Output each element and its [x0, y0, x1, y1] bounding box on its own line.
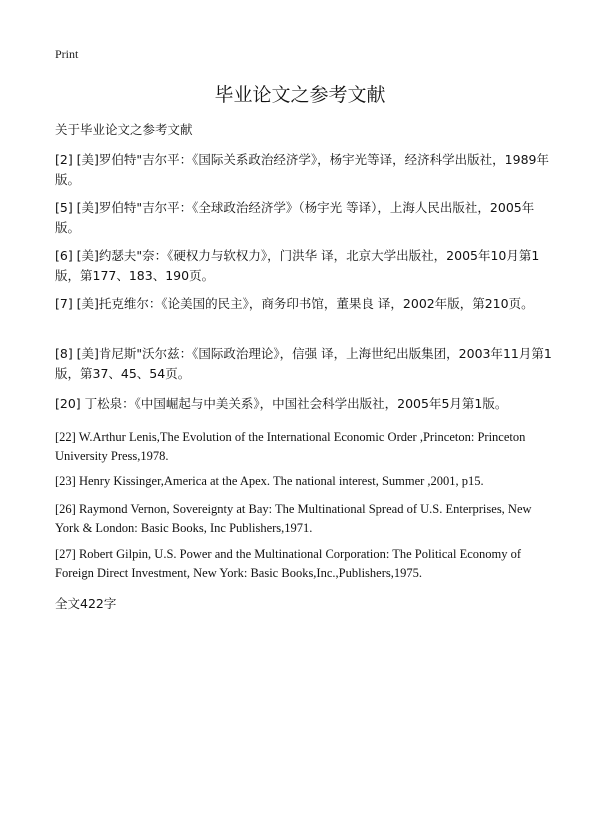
print-link[interactable]: Print	[55, 47, 79, 61]
reference-item: [7] [美]托克维尔：《论美国的民主》，商务印书馆，董果良 译，2002年版，第210页。	[55, 296, 534, 311]
reference-item: [23] Henry Kissinger,America at the Apex. The national interest, Summer ,2001, p15.	[55, 474, 484, 488]
page-title: 毕业论文之参考文献	[214, 84, 386, 106]
reference-item: [2] [美]罗伯特"吉尔平：《国际关系政治经济学》，杨宇光等译，经济科学出版社，1989年版。	[55, 152, 549, 187]
reference-item: [5] [美]罗伯特"吉尔平：《全球政治经济学》（杨宇光 等译），上海人民出版社，2005年版。	[55, 200, 535, 235]
document-subtitle: 关于毕业论文之参考文献	[55, 122, 193, 137]
word-count: 全文422字	[55, 596, 117, 611]
reference-item: [27] Robert Gilpin, U.S. Power and the Multinational Corporation: The Political Economy of Foreign Direct Investment, New York: Basic Books,Inc.,Publishers,1975.	[55, 547, 522, 580]
reference-item: [26] Raymond Vernon, Sovereignty at Bay: The Multinational Spread of U.S. Enterprises, New York & London: Basic Books, Inc Publishers,1971.	[55, 502, 532, 535]
reference-item: [22] W.Arthur Lenis,The Evolution of the International Economic Order ,Princeton: Princeton University Press,1978.	[55, 430, 526, 463]
reference-item: [6] [美]约瑟夫"奈：《硬权力与软权力》，门洪华 译，北京大学出版社，2005年10月第1版，第177、183、190页。	[55, 248, 540, 283]
reference-item: [8] [美]肯尼斯"沃尔兹：《国际政治理论》，信强 译，上海世纪出版集团，2003年11月第1版，第37、45、54页。	[55, 346, 552, 381]
reference-item: [20] 丁松泉：《中国崛起与中美关系》，中国社会科学出版社，2005年5月第1版。	[55, 396, 508, 411]
